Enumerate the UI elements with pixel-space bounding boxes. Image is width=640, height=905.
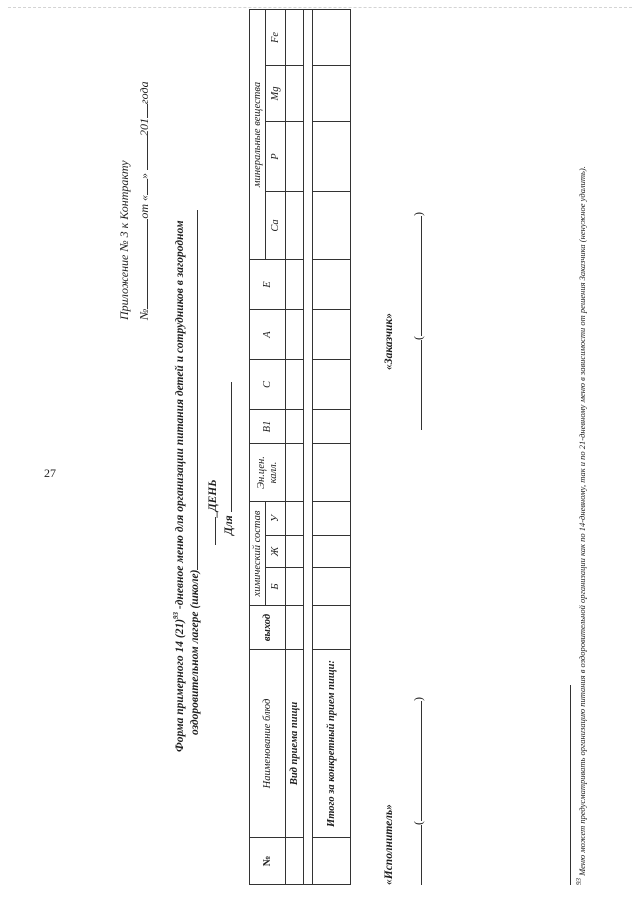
table-cell[interactable] [286, 410, 304, 444]
row-label-total: Итого за конкретный прием пищи: [313, 650, 351, 838]
col-header-chem-group: химический состав [250, 502, 266, 606]
col-header-p: Р [266, 122, 286, 192]
heading-text-b: -дневное меню для организации питания детей и сотрудников в загородном [173, 220, 186, 612]
table-cell [304, 650, 313, 838]
table-cell[interactable] [286, 9, 304, 65]
table-cell[interactable] [313, 192, 351, 260]
heading-text-line2: оздоровительном лагере (школе) [189, 569, 201, 735]
customer-signature-line [411, 212, 426, 430]
camp-name-blank[interactable] [197, 210, 198, 570]
executor-name-blank[interactable] [421, 701, 422, 821]
table-cell[interactable] [313, 502, 351, 536]
energy-line2: калл. [267, 461, 279, 484]
table-cell[interactable] [286, 536, 304, 568]
table-cell [304, 310, 313, 360]
executor-label: «Исполнитель» [383, 804, 395, 885]
col-header-a: А [250, 310, 286, 360]
executor-paren-open: ( [411, 821, 425, 825]
col-header-no: № [250, 838, 286, 885]
group-name-blank[interactable] [231, 382, 232, 512]
customer-signature-blank[interactable] [421, 340, 422, 430]
customer-label: «Заказчик» [383, 313, 395, 370]
table-cell[interactable] [313, 536, 351, 568]
table-cell[interactable] [313, 9, 351, 65]
table-cell[interactable] [313, 444, 351, 502]
col-header-energy [250, 444, 286, 502]
executor-signature-blank[interactable] [421, 825, 422, 885]
table-cell [304, 838, 313, 885]
heading-footnote-ref: 93 [172, 611, 180, 619]
form-heading-line2 [189, 210, 201, 735]
year-blank[interactable] [147, 104, 148, 118]
table-cell[interactable] [286, 260, 304, 310]
contract-number-line [137, 81, 152, 320]
table-cell [304, 410, 313, 444]
table-cell[interactable] [313, 410, 351, 444]
date-from: от « [137, 195, 151, 219]
col-header-e: Е [250, 260, 286, 310]
table-cell [304, 606, 313, 650]
customer-name-blank[interactable] [421, 216, 422, 336]
day-label-suffix: _ДЕНЬ [207, 479, 219, 517]
table-cell [304, 66, 313, 122]
table-cell[interactable] [286, 66, 304, 122]
table-cell[interactable] [313, 360, 351, 410]
table-cell [304, 444, 313, 502]
col-header-output: выход [250, 606, 286, 650]
table-cell [304, 122, 313, 192]
table-cell[interactable] [313, 568, 351, 606]
appendix-title: Приложение № 3 к Контракту [117, 160, 131, 320]
table-cell[interactable] [313, 122, 351, 192]
date-day-blank[interactable] [147, 179, 148, 195]
table-cell[interactable] [286, 360, 304, 410]
table-cell[interactable] [286, 838, 304, 885]
table-row [313, 9, 351, 884]
day-for-prefix: Для [223, 515, 235, 535]
table-cell[interactable] [286, 502, 304, 536]
executor-signature-line [411, 697, 426, 885]
table-row [286, 9, 304, 884]
table-cell[interactable] [286, 606, 304, 650]
table-cell [304, 568, 313, 606]
footnote-ref: 93 [575, 878, 583, 885]
table-cell [304, 260, 313, 310]
table-cell[interactable] [313, 606, 351, 650]
row-label-meal-type: Вид приема пищи [286, 650, 304, 838]
day-for-line [223, 382, 235, 535]
date-month-blank[interactable] [147, 136, 148, 170]
page-number: 27 [44, 466, 56, 480]
table-cell[interactable] [286, 192, 304, 260]
date-mid: » [137, 173, 151, 179]
energy-line1: Эн.цен. [255, 456, 267, 489]
col-header-u: У [266, 502, 286, 536]
col-header-b1: В1 [250, 410, 286, 444]
year-suffix: года [137, 81, 151, 104]
col-header-mineral-group: минеральные вещества [250, 9, 266, 259]
table-cell[interactable] [286, 444, 304, 502]
year-prefix: 201 [137, 118, 151, 136]
table-cell [304, 9, 313, 65]
col-header-b: Б [266, 568, 286, 606]
form-heading-line1 [172, 220, 186, 752]
executor-paren-close: ) [411, 697, 425, 701]
table-cell [304, 536, 313, 568]
table-cell [304, 502, 313, 536]
col-header-c: С [250, 360, 286, 410]
col-header-zh: Ж [266, 536, 286, 568]
table-cell[interactable] [313, 66, 351, 122]
col-header-ca: Са [266, 192, 286, 260]
contract-number-blank[interactable] [147, 219, 148, 309]
table-cell[interactable] [313, 838, 351, 885]
table-cell[interactable] [286, 122, 304, 192]
col-header-fe: Fe [266, 9, 286, 65]
menu-table [249, 9, 351, 885]
table-cell [304, 360, 313, 410]
footnote [575, 5, 587, 885]
col-header-dish: Наименование блюд [250, 650, 286, 838]
customer-paren-close: ) [411, 212, 425, 216]
contract-no-prefix: № [137, 308, 151, 320]
day-number-blank[interactable] [215, 517, 216, 545]
table-cell[interactable] [313, 310, 351, 360]
table-cell[interactable] [286, 310, 304, 360]
table-cell[interactable] [313, 260, 351, 310]
footnote-text: Меню может предусматривать организацию питания в оздоровительной организации как по 14-дневному, так и по 21-дневному меню в зависимости от решения Заказчика (ненужное удалить). [576, 166, 587, 878]
footnote-rule [570, 685, 571, 885]
table-cell[interactable] [286, 568, 304, 606]
day-label [207, 479, 219, 545]
table-row-spacer [304, 9, 313, 884]
heading-text-a: Форма примерного 14 (21) [173, 618, 186, 752]
table-cell [304, 192, 313, 260]
col-header-mg: Mg [266, 66, 286, 122]
customer-paren-open: ( [411, 336, 425, 340]
